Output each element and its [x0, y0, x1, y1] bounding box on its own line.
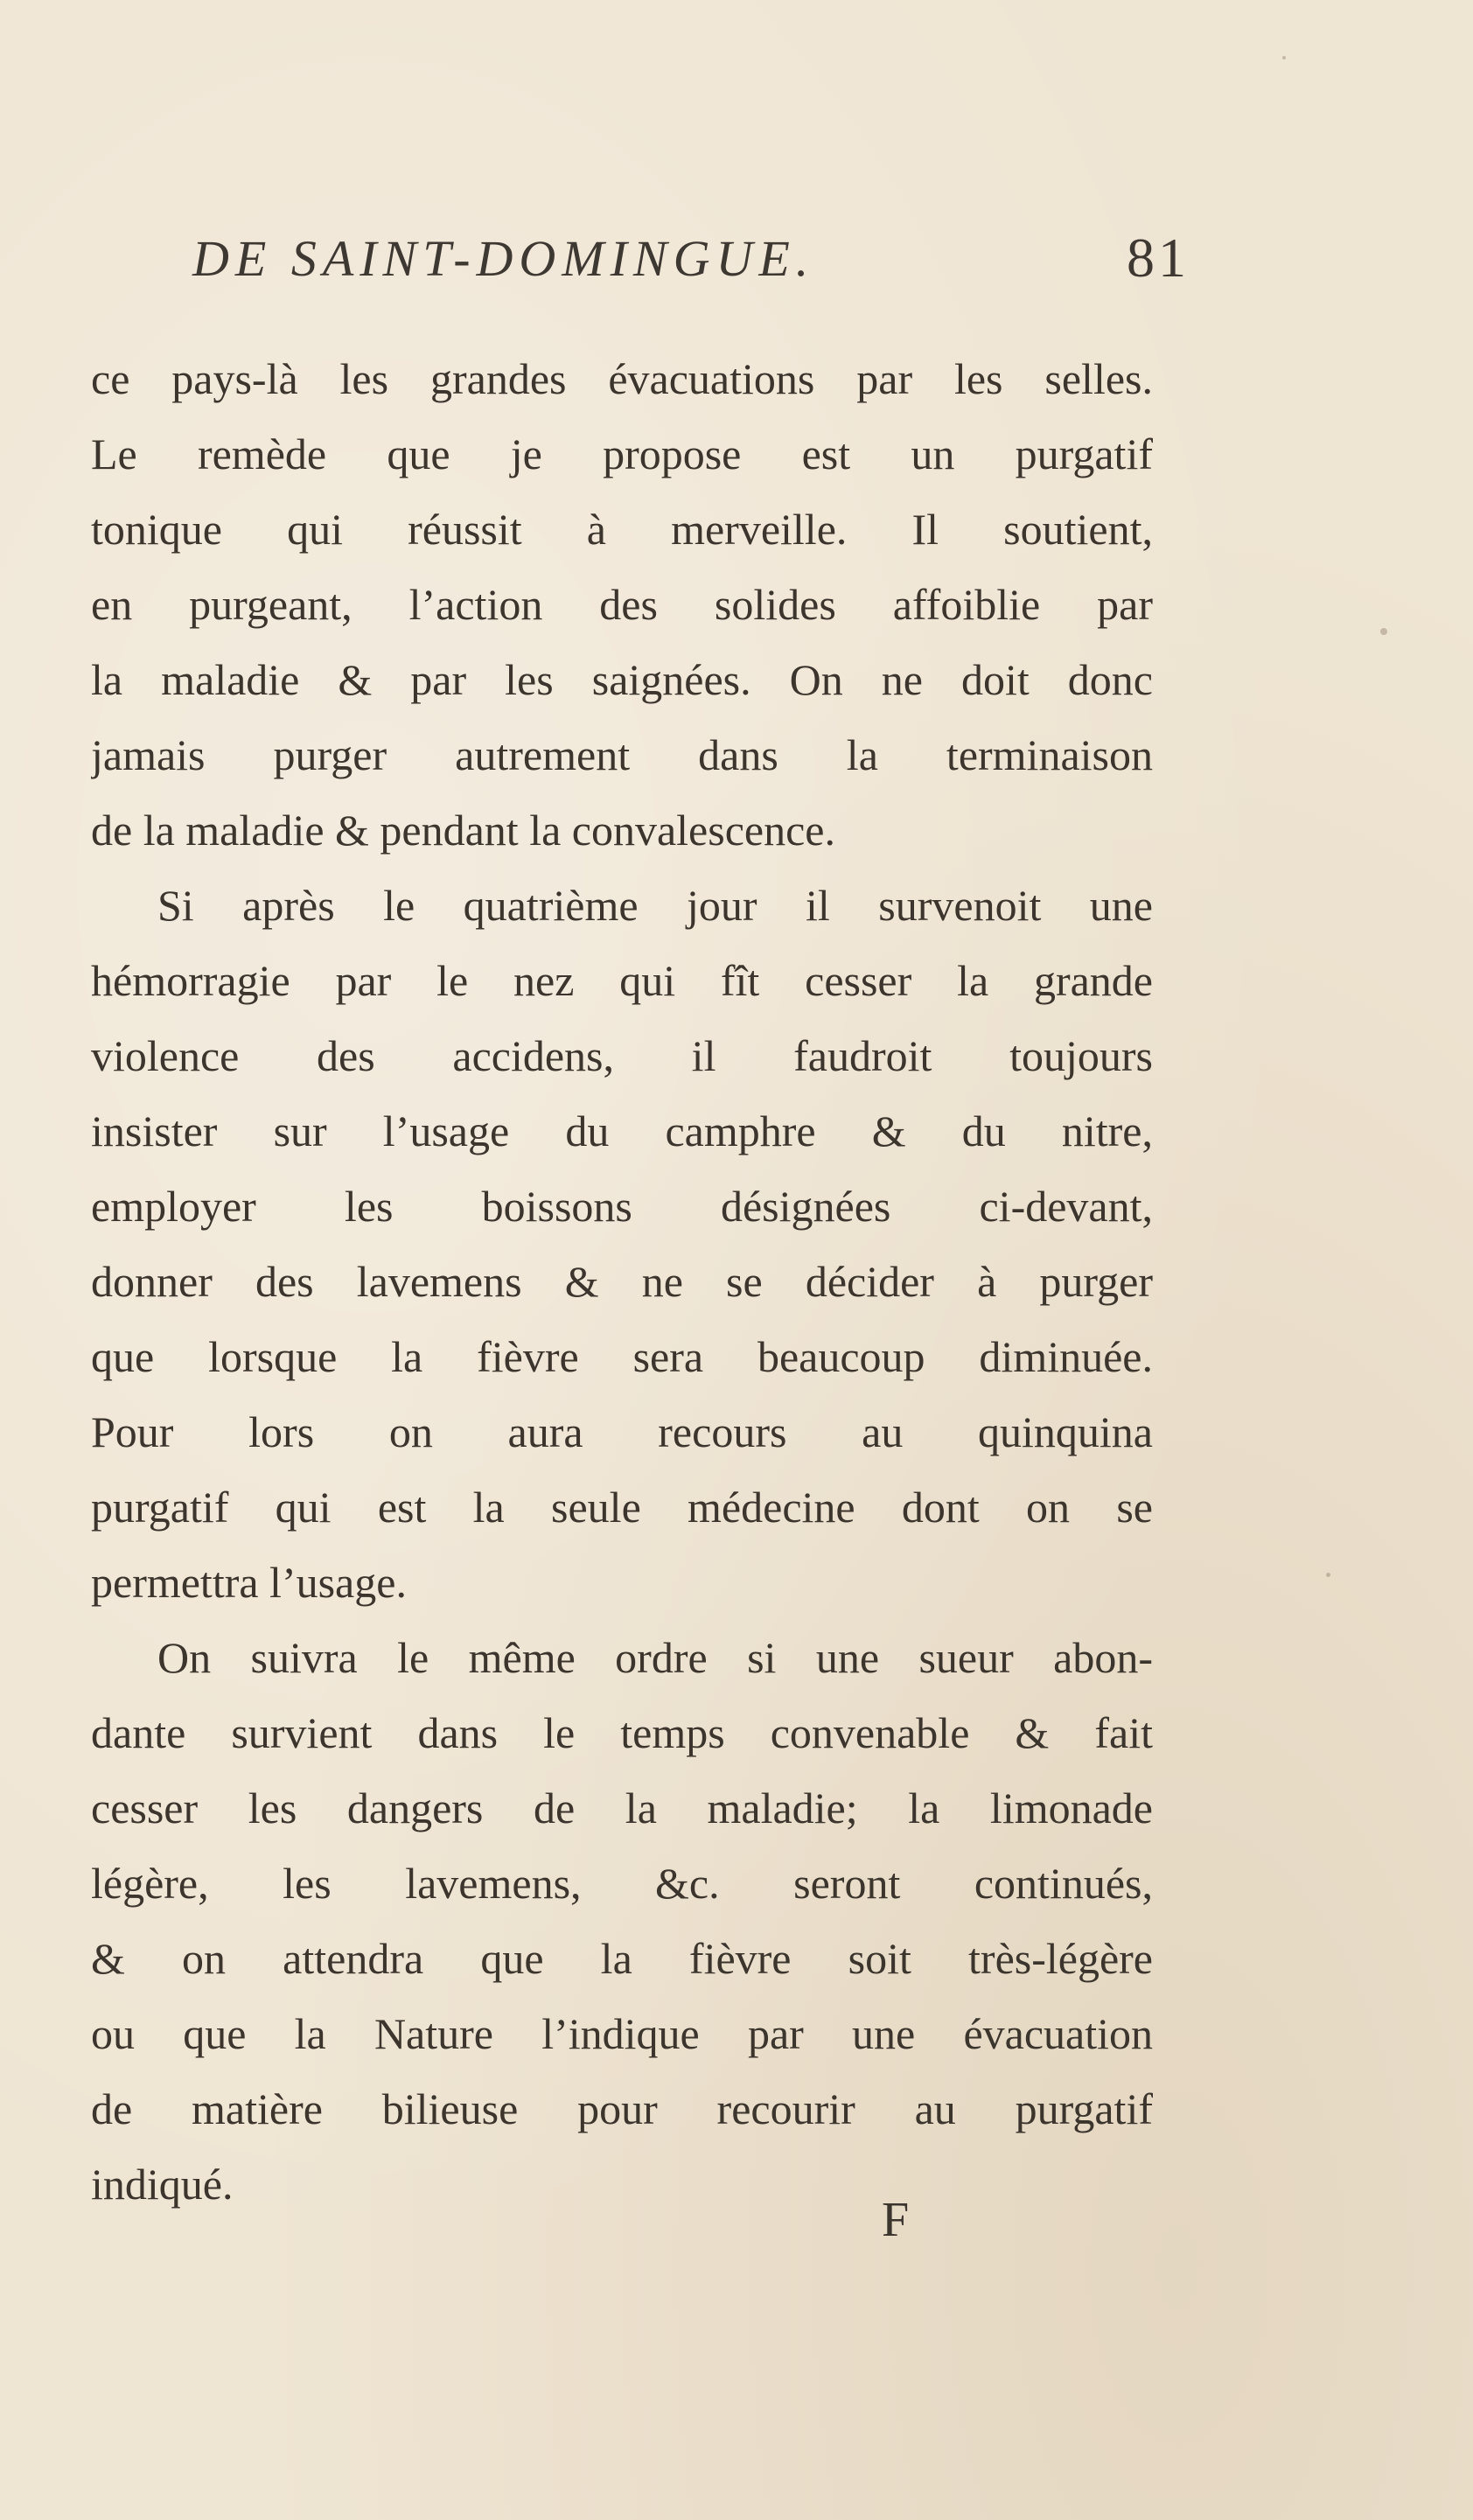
- text-line: purgatif qui est la seule médecine dont on se: [91, 1483, 1153, 1532]
- paper-speck: [1326, 1573, 1330, 1577]
- text-line: Si après le quatrième jour il survenoit une: [157, 881, 1153, 930]
- running-title: DE SAINT-DOMINGUE.: [192, 230, 815, 287]
- text-line: permettra l’usage.: [91, 1558, 407, 1607]
- text-line: donner des lavemens & ne se décider à purger: [91, 1257, 1153, 1306]
- text-line: On suivra le même ordre si une sueur abon-: [157, 1633, 1153, 1682]
- text-line: cesser les dangers de la maladie; la limonade: [91, 1784, 1153, 1832]
- running-head: [192, 229, 1190, 299]
- text-line: ou que la Nature l’indique par une évacuation: [91, 2009, 1153, 2058]
- text-line: que lorsque la fièvre sera beaucoup diminuée.: [91, 1332, 1153, 1381]
- body-text: [91, 341, 1153, 2222]
- text-line: tonique qui réussit à merveille. Il soutient,: [91, 505, 1153, 554]
- text-line: ce pays-là les grandes évacuations par les selles.: [91, 354, 1153, 403]
- paper-speck: [1282, 56, 1286, 59]
- paper-speck: [1380, 628, 1387, 635]
- text-line: indiqué.: [91, 2160, 234, 2209]
- signature-mark: F: [882, 2193, 910, 2247]
- text-line: légère, les lavemens, &c. seront continués,: [91, 1859, 1153, 1908]
- text-line: Pour lors on aura recours au quinquina: [91, 1407, 1153, 1456]
- text-line: dante survient dans le temps convenable & fait: [91, 1708, 1153, 1757]
- text-line: Le remède que je propose est un purgatif: [91, 429, 1153, 478]
- text-line: violence des accidens, il faudroit toujours: [91, 1031, 1153, 1080]
- text-line: la maladie & par les saignées. On ne doit donc: [91, 655, 1153, 704]
- page-number: 81: [1127, 227, 1190, 289]
- text-line: insister sur l’usage du camphre & du nitre,: [91, 1106, 1153, 1155]
- text-line: jamais purger autrement dans la terminaison: [91, 730, 1153, 779]
- text-line: de matière bilieuse pour recourir au purgatif: [91, 2084, 1153, 2133]
- text-line: en purgeant, l’action des solides affoiblie par: [91, 580, 1153, 629]
- text-line: hémorragie par le nez qui fît cesser la grande: [91, 956, 1153, 1005]
- text-line: employer les boissons désignées ci-devant,: [91, 1182, 1153, 1231]
- text-line: & on attendra que la fièvre soit très-légère: [91, 1934, 1153, 1983]
- text-line: de la maladie & pendant la convalescence.: [91, 806, 835, 855]
